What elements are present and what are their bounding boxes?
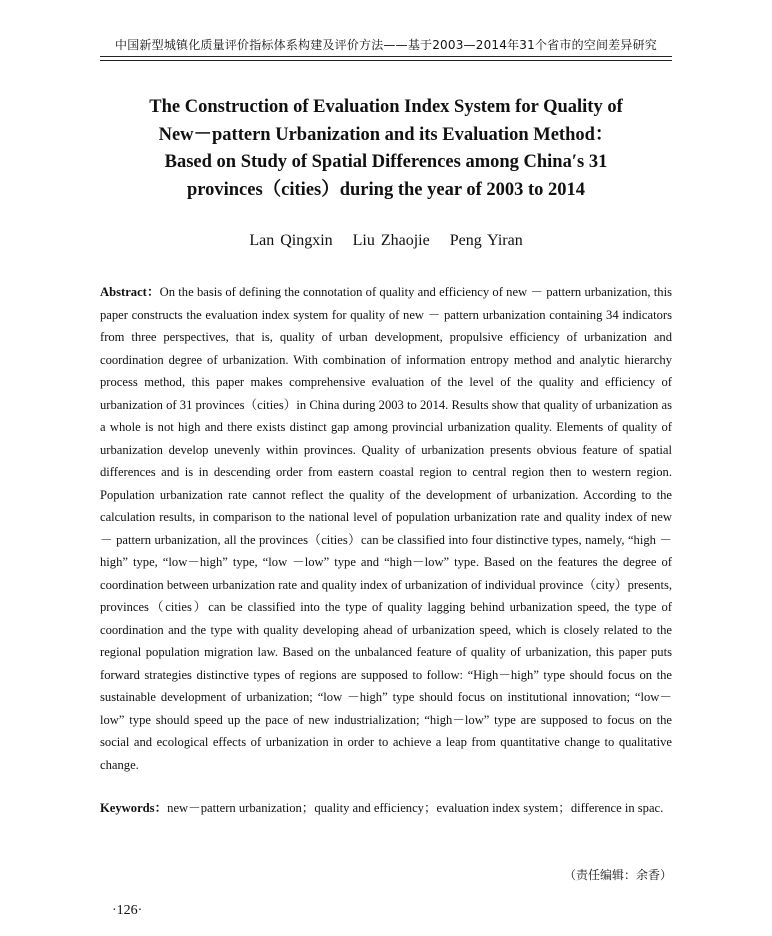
running-header: 中国新型城镇化质量评价指标体系构建及评价方法——基于2003—2014年31个省市的空间差异研究: [115, 38, 657, 52]
title-line: The Construction of Evaluation Index System for Quality of: [149, 97, 623, 117]
title-line: New－pattern Urbanization and its Evaluation Method：: [158, 124, 614, 145]
keywords: [100, 797, 672, 820]
abstract-label: Abstract：: [100, 285, 160, 299]
paper-title: [100, 94, 672, 204]
author-name: Liu Zhaojie: [352, 232, 430, 249]
author-name: Peng Yiran: [449, 232, 523, 249]
page-number: ·126·: [112, 903, 143, 918]
abstract: [100, 281, 672, 776]
header-rule-thin: [100, 60, 672, 61]
keywords-label: Keywords：: [100, 801, 168, 815]
title-line: provinces（cities）during the year of 2003 to 2014: [186, 179, 586, 200]
editor-note: （责任编辑：余香）: [563, 868, 672, 882]
abstract-text: On the basis of defining the connotation of quality and efficiency of new － pattern urbanization, this paper constructs the evaluation index system for quality of new － pattern urbanization containing 34 indicators from three perspectives, that is, quality of urban development, propulsive efficiency of urbanization and coordination degree of urbanization. With combination of information entropy method and analytic hierarchy process method, this paper makes comprehensive evaluation of the level of the quality and efficiency of urbanization of 31 provinces（cities）in China during 2003 to 2014. Results show that quality of urbanization as a whole is not high and there exists distinct gap among provincial urbanization quality. Elements of quality of urbanization develop unevenly within provinces. Quality of urbanization presents obvious feature of spatial differences and is in descending order from eastern coastal region to central region then to western region. Population urbanization rate cannot reflect the quality of the development of urbanization. According to the calculation results, in comparison to the national level of population urbanization rate and quality index of new － pattern urbanization, all the provinces（cities）can be classified into four distinctive types, namely, “high － high” type, “low－high” type, “low －low” type and “high－low” type. Based on the features the degree of coordination between urbanization rate and quality index of urbanization of individual province（city）presents, provinces（cities）can be classified into the type of quality lagging behind urbanization speed, the type of coordination and the type with quality developing ahead of urbanization speed, which is closely related to the regional population migration law. Based on the unbalanced feature of quality of urbanization, this paper puts forward strategies distinctive types of regions are supposed to follow: “High－high” type should focus on the sustainable development of urbanization; “low －high” type should focus on institutional innovation; “low－low” type should speed up the pace of new industrialization; “high－low” type are supposed to focus on the social and ecological effects of urbanization in order to achieve a leap from quantitative change to qualitative change.: [100, 285, 672, 772]
keywords-text: new－pattern urbanization；quality and efficiency；evaluation index system；difference in spac.: [167, 801, 664, 815]
author-list: [100, 232, 672, 250]
header-rule-thick: [100, 56, 672, 57]
title-line: Based on Study of Spatial Differences among China′s 31: [164, 152, 608, 172]
author-name: Lan Qingxin: [249, 232, 333, 249]
